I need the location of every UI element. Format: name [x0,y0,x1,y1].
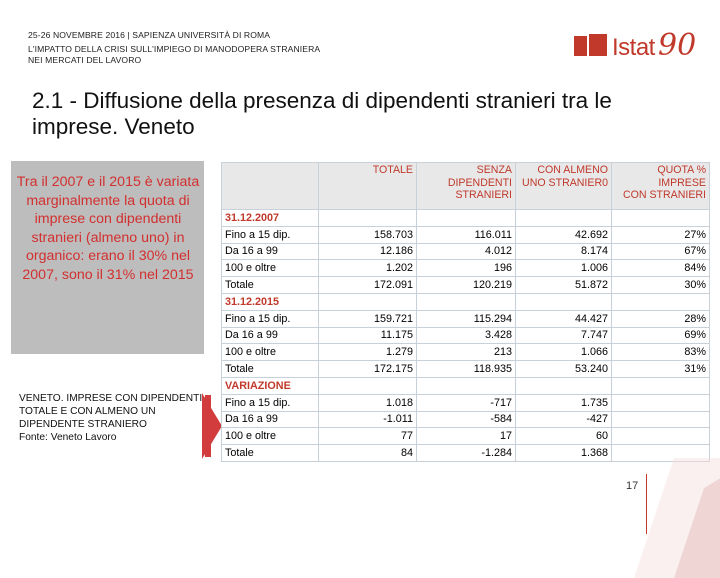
cell-con: -427 [516,411,612,428]
empty-cell [516,210,612,227]
table-row [222,277,710,294]
logo-text: Istat [612,34,655,61]
callout-text: Tra il 2007 e il 2015 è variata marginalmente la quota di imprese con dipendenti stranieri (almeno uno) in organico: erano il 30% nel 2007, sono il 31% nel 2015 [16,174,200,283]
empty-cell [319,293,417,310]
caption-line-1: VENETO. IMPRESE CON DIPENDENTI. [19,393,206,404]
column-header-line: TOTALE [372,164,413,176]
cell-senza: -1.284 [417,445,516,462]
empty-cell [417,293,516,310]
column-header-line: CON STRANIERI [623,189,706,201]
table-caption [19,392,219,444]
section-label: 31.12.2007 [222,210,319,227]
cell-quota [612,428,710,445]
caption-line-3: DIPENDENTE STRANIERO [19,419,147,430]
row-label: Da 16 a 99 [222,411,319,428]
cell-quota: 84% [612,260,710,277]
row-label: Totale [222,445,319,462]
cell-totale: 12.186 [319,243,417,260]
cell-senza: 213 [417,344,516,361]
cell-senza: 3.428 [417,327,516,344]
header-topic-line-2: NEI MERCATI DEL LAVORO [28,55,142,65]
table-header-row [222,163,710,210]
istat-logo [574,28,697,72]
cell-quota: 30% [612,277,710,294]
column-header-0 [319,163,417,210]
table-row [222,226,710,243]
cell-senza: 4.012 [417,243,516,260]
caption-source: Fonte: Veneto Lavoro [19,432,117,443]
cell-senza: 118.935 [417,361,516,378]
arrow-right-icon [202,393,222,459]
cell-quota [612,411,710,428]
caption-line-2: TOTALE E CON ALMENO UN [19,406,156,417]
empty-cell [612,377,710,394]
cell-senza: 115.294 [417,310,516,327]
row-label: Fino a 15 dip. [222,226,319,243]
cell-con: 44.427 [516,310,612,327]
section-label: VARIAZIONE [222,377,319,394]
data-table [221,162,710,462]
row-label: 100 e oltre [222,344,319,361]
cell-quota [612,394,710,411]
table-row [222,344,710,361]
cell-con: 1.368 [516,445,612,462]
cell-totale: 11.175 [319,327,417,344]
cell-con: 42.692 [516,226,612,243]
cell-senza: 116.011 [417,226,516,243]
empty-cell [516,377,612,394]
empty-cell [417,377,516,394]
row-label: Totale [222,277,319,294]
page-number: 17 [626,480,639,492]
cell-totale: 172.091 [319,277,417,294]
cell-totale: 172.175 [319,361,417,378]
header-topic-line: L'IMPATTO DELLA CRISI SULL'IMPIEGO DI MANODOPERA STRANIERA [28,44,321,54]
cell-totale: 84 [319,445,417,462]
row-label: Da 16 a 99 [222,327,319,344]
empty-cell [612,210,710,227]
empty-cell [516,293,612,310]
cell-quota: 83% [612,344,710,361]
cell-totale: 1.018 [319,394,417,411]
callout-box [11,161,204,354]
cell-senza: -584 [417,411,516,428]
cell-senza: 120.219 [417,277,516,294]
section-row [222,377,710,394]
empty-cell [417,210,516,227]
cell-totale: 77 [319,428,417,445]
section-row [222,210,710,227]
cell-con: 1.006 [516,260,612,277]
slide-title: 2.1 - Diffusione della presenza di dipendenti stranieri tra le imprese. Veneto [32,88,612,139]
column-header-line: DIPENDENTI [447,176,512,189]
table-row [222,260,710,277]
empty-cell [319,377,417,394]
cell-con: 60 [516,428,612,445]
logo-mark-small [574,36,587,56]
logo-anniversary: 90 [658,28,697,63]
cell-con: 53.240 [516,361,612,378]
cell-con: 7.747 [516,327,612,344]
row-label: Fino a 15 dip. [222,310,319,327]
row-label: 100 e oltre [222,428,319,445]
row-label: Da 16 a 99 [222,243,319,260]
row-label: Fino a 15 dip. [222,394,319,411]
cell-totale: 159.721 [319,310,417,327]
cell-con: 1.735 [516,394,612,411]
column-header-1 [417,163,516,210]
column-header-line: SENZA [476,164,512,176]
cell-totale: -1.011 [319,411,417,428]
cell-con: 1.066 [516,344,612,361]
column-header-line: IMPRESE [658,176,706,189]
section-row [222,293,710,310]
cell-senza: 196 [417,260,516,277]
cell-totale: 1.202 [319,260,417,277]
cell-senza: 17 [417,428,516,445]
cell-quota: 31% [612,361,710,378]
table-row [222,327,710,344]
cell-con: 8.174 [516,243,612,260]
table-row [222,310,710,327]
section-label: 31.12.2015 [222,293,319,310]
cell-con: 51.872 [516,277,612,294]
cell-senza: -717 [417,394,516,411]
row-label: Totale [222,361,319,378]
cell-totale: 158.703 [319,226,417,243]
table-row [222,243,710,260]
table-row [222,411,710,428]
cell-quota: 27% [612,226,710,243]
empty-cell [319,210,417,227]
column-header-line: STRANIERI [455,189,512,201]
cell-totale: 1.279 [319,344,417,361]
column-header-2 [516,163,612,210]
cell-quota: 28% [612,310,710,327]
table-row [222,428,710,445]
table-corner-cell [222,163,319,210]
header-event-line: 25-26 NOVEMBRE 2016 | SAPIENZA UNIVERSITÀ DI ROMA [28,30,271,40]
page-divider [646,474,647,534]
column-header-line: UNO STRANIER0 [522,176,608,189]
cell-quota: 69% [612,327,710,344]
column-header-3 [612,163,710,210]
logo-mark-large [589,34,607,56]
empty-cell [612,293,710,310]
column-header-line: CON ALMENO [537,164,608,176]
row-label: 100 e oltre [222,260,319,277]
column-header-line: QUOTA % [657,164,706,176]
cell-quota: 67% [612,243,710,260]
table-row [222,361,710,378]
table-row [222,394,710,411]
